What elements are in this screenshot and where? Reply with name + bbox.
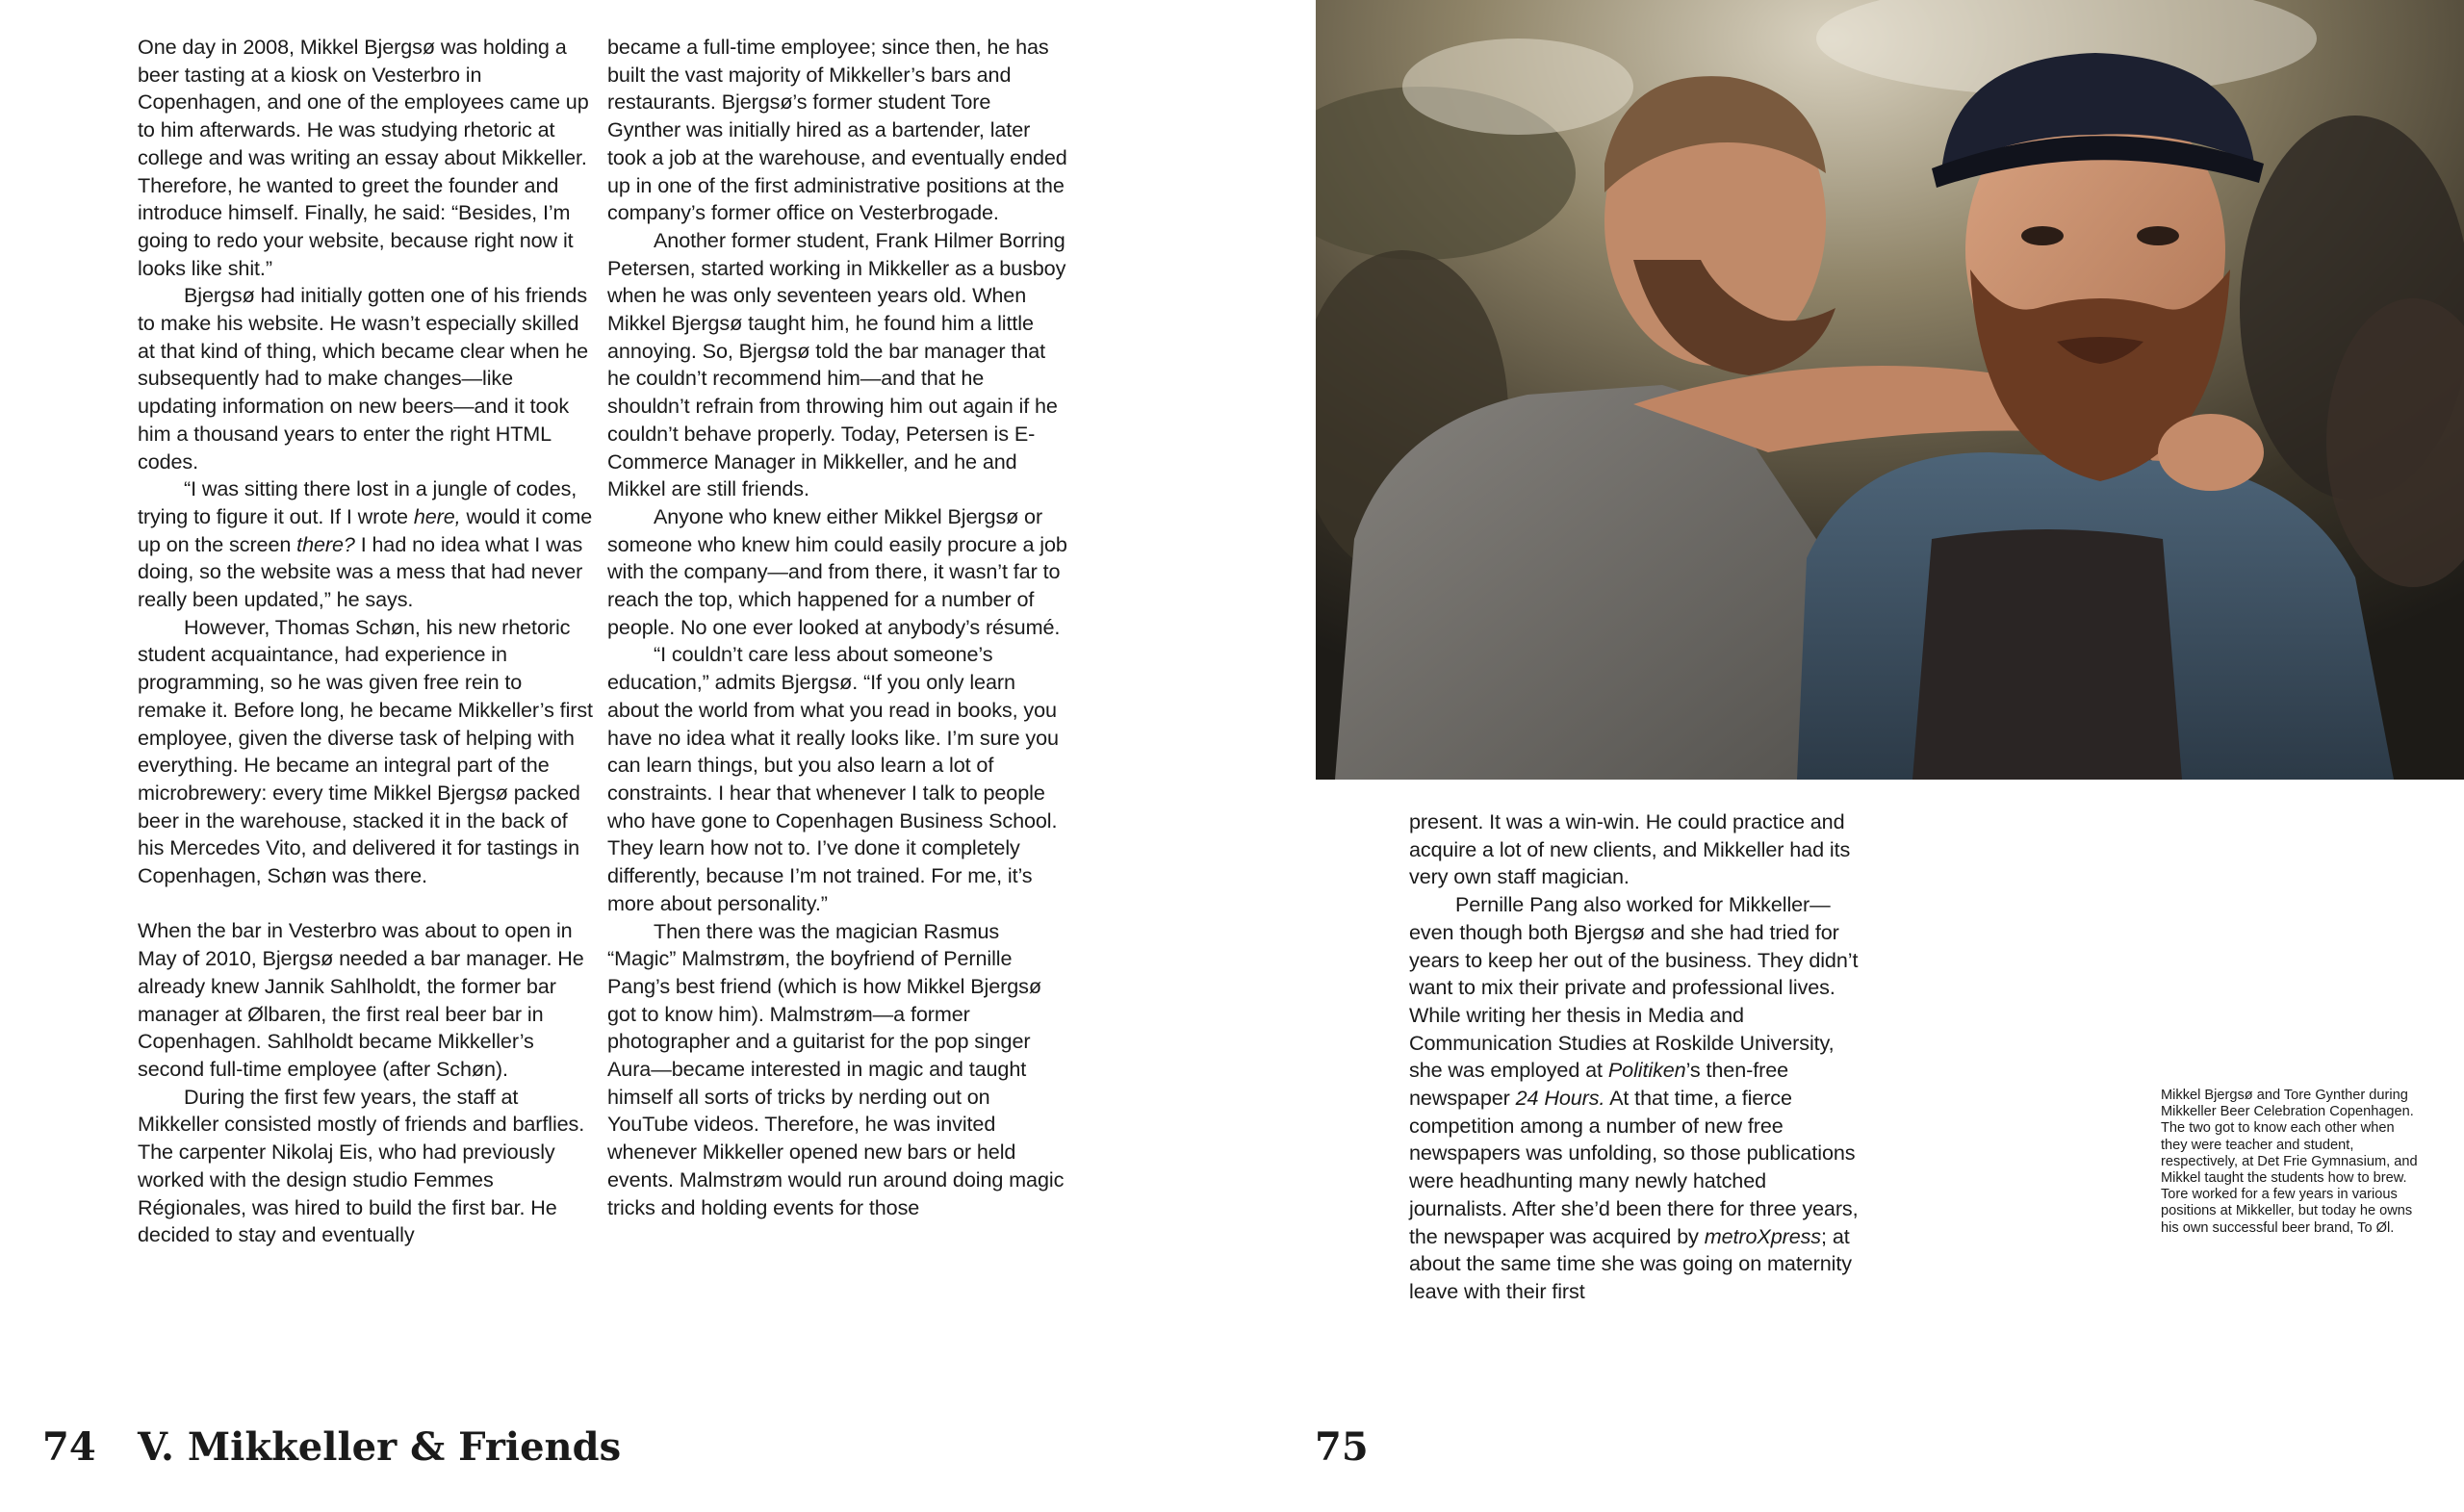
- caption-text: Mikkel Bjergsø and Tore Gynther during Mikkeller Beer Celebration Copenhagen. The two got to know each other when they were teacher and student, respectively, at Det Frie Gymnasium, and Mikkel taught the students how to brew. Tore worked for a few years in various positions at Mikkeller, but today he owns his own successful beer brand, To Øl.: [2161, 1088, 2418, 1236]
- paragraph: Anyone who knew either Mikkel Bjergsø or someone who knew him could easily procure a job with the company—and from there, it wasn’t far to reach the top, which happened for a number of people. No one ever looked at anybody’s résumé.: [607, 503, 1067, 639]
- text-column-1: [138, 34, 596, 1249]
- paragraph: “I was sitting there lost in a jungle of codes, trying to figure it out. If I wrote here, would it come up on the screen there? I had no idea what I was doing, so the website was a mess that had never really been updated,” he says.: [138, 476, 593, 612]
- paragraph: When the bar in Vesterbro was about to open in May of 2010, Bjergsø needed a bar manager. He already knew Jannik Sahlholdt, the former bar manager at Ølbaren, the first real beer bar in Copenhagen. Sahlholdt became Mikkeller’s second full-time employee (after Schøn).: [138, 918, 584, 1081]
- text-column-2: [607, 34, 1069, 1221]
- page-number: 74: [42, 1424, 96, 1470]
- paragraph: However, Thomas Schøn, his new rhetoric student acquaintance, had experience in programming, so he was given free rein to remake it. Before long, he became Mikkeller’s first employee, given the diverse task of helping with everything. He became an integral part of the microbrewery: every time Mikkel Bjergsø packed beer in the warehouse, stacked it in the back of his Mercedes Vito, and delivered it for tastings in Copenhagen, Schøn was there.: [138, 614, 593, 888]
- paragraph: Another former student, Frank Hilmer Borring Petersen, started working in Mikkeller as a busboy when he was only seventeen years old. When Mikkel Bjergsø taught him, he found him a little annoying. So, Bjergsø told the bar manager that he couldn’t recommend him—and that he shouldn’t refrain from throwing him out again if he couldn’t behave properly. Today, Petersen is E-Commerce Manager in Mikkeller, and he and Mikkel are still friends.: [607, 227, 1066, 501]
- paragraph: present. It was a win-win. He could practice and acquire a lot of new clients, and Mikkeller had its very own staff magician.: [1409, 809, 1851, 889]
- chapter-title: V. Mikkeller & Friends: [138, 1424, 622, 1470]
- paragraph: Then there was the magician Rasmus “Magic” Malmstrøm, the boyfriend of Pernille Pang’s best friend (which is how Mikkel Bjergsø got to know him). Malmstrøm—a former photographer and a guitarist for the pop singer Aura—became interested in magic and taught himself all sorts of tricks by nerding out on YouTube videos. Therefore, he was invited whenever Mikkeller opened new bars or held events. Malmstrøm would run around doing magic tricks and holding events for those: [607, 918, 1065, 1219]
- photo-caption: [2161, 1088, 2421, 1237]
- paragraph: One day in 2008, Mikkel Bjergsø was holding a beer tasting at a kiosk on Vesterbro in Copenhagen, and one of the employees came up to him afterwards. He was studying rhetoric at college and was writing an essay about Mikkeller. Therefore, he wanted to greet the founder and introduce himself. Finally, he said: “Besides, I’m going to redo your website, because right now it looks like shit.”: [138, 35, 589, 280]
- paragraph: During the first few years, the staff at Mikkeller consisted mostly of friends and barflies. The carpenter Nikolaj Eis, who had previously worked with the design studio Femmes Régionales, was hired to build the first bar. He decided to stay and eventually: [138, 1084, 585, 1247]
- page-number: 75: [1315, 1424, 1369, 1470]
- paragraph: became a full-time employee; since then, he has built the vast majority of Mikkeller’s bars and restaurants. Bjergsø’s former student Tore Gynther was initially hired as a bartender, later took a job at the warehouse, and eventually ended up in one of the first administrative positions at the company’s former office on Vesterbrogade.: [607, 35, 1067, 225]
- photo-illustration: [1316, 0, 2464, 780]
- paragraph: Bjergsø had initially gotten one of his friends to make his website. He wasn’t especially skilled at that kind of thing, which became clear when he subsequently had to make changes—like updating information on new beers—and it took him a thousand years to enter the right HTML codes.: [138, 283, 589, 474]
- text-column-3: [1409, 808, 1861, 1306]
- paragraph: “I couldn’t care less about someone’s education,” admits Bjergsø. “If you only learn about the world from what you read in books, you have no idea what it really looks like. I’m sure you can learn things, but you also learn a lot of constraints. I hear that whenever I talk to people who have gone to Copenhagen Business School. They learn how not to. I’ve done it completely differently, because I’m not trained. For me, it’s more about personality.”: [607, 642, 1059, 915]
- photo: [1316, 0, 2464, 780]
- paragraph: Pernille Pang also worked for Mikkeller—even though both Bjergsø and she had tried for years to keep her out of the business. They didn’t want to mix their private and professional lives. While writing her thesis in Media and Communication Studies at Roskilde University, she was employed at Politiken’s then-free newspaper 24 Hours. At that time, a fierce competition among a number of new free newspapers was unfolding, so those publications were headhunting many newly hatched journalists. After she’d been there for three years, the newspaper was acquired by metroXpress; at about the same time she was going on maternity leave with their first: [1409, 892, 1859, 1303]
